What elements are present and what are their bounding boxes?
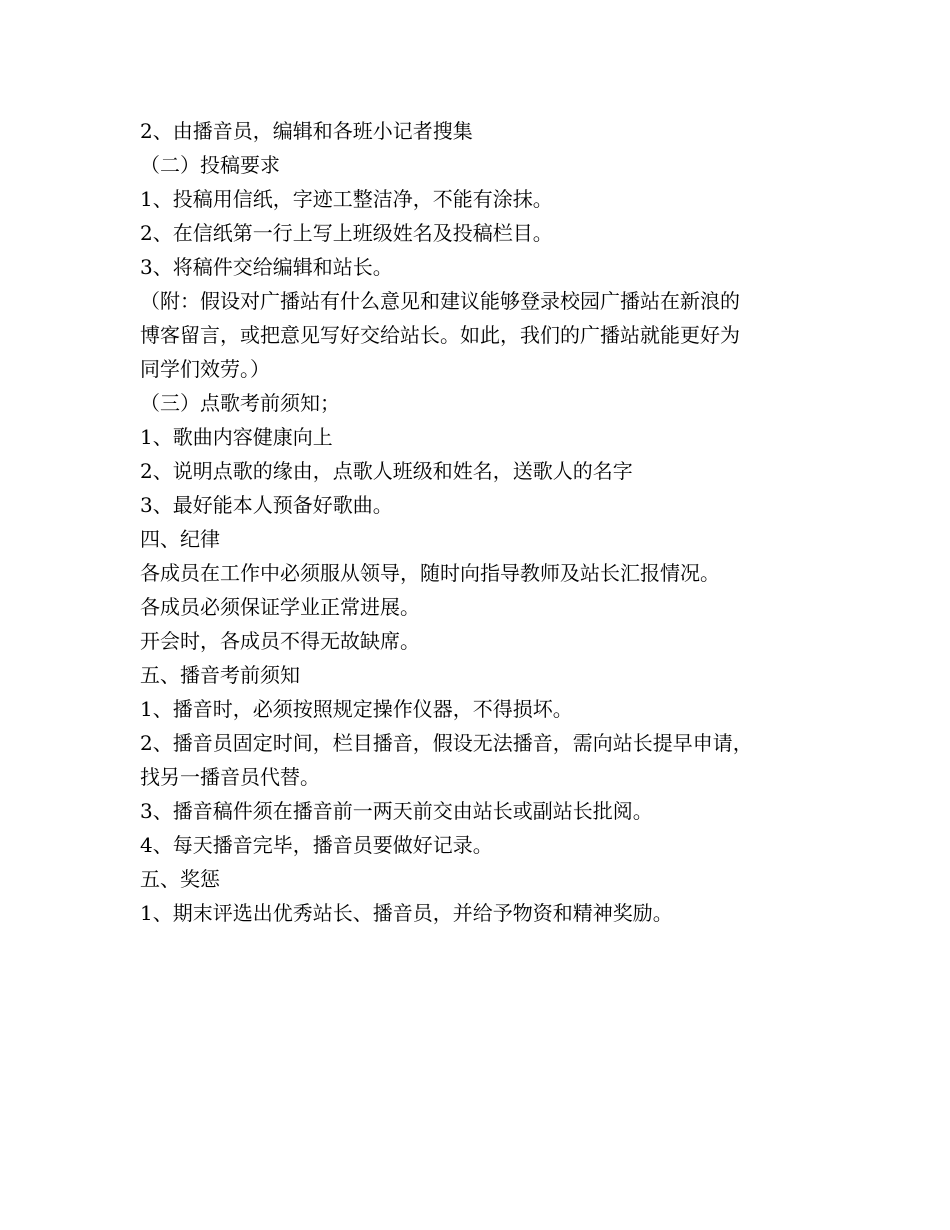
text-line-22: 4、每天播音完毕，播音员要做好记录。 xyxy=(140,833,493,857)
text-line-14: 各成员在工作中必须服从领导，随时向指导教师及站长汇报情况。 xyxy=(140,561,720,585)
text-line-12: 3、最好能本人预备好歌曲。 xyxy=(140,493,393,517)
text-line-5: 3、将稿件交给编辑和站长。 xyxy=(140,255,393,279)
section-heading-23: 五、奖惩 xyxy=(140,867,220,891)
text-line-21: 3、播音稿件须在播音前一两天前交由站长或副站长批阅。 xyxy=(140,799,653,823)
section-heading-2: （二）投稿要求 xyxy=(140,153,280,177)
note-line-8: 同学们效劳。） xyxy=(140,357,270,381)
text-line-1: 2、由播音员，编辑和各班小记者搜集 xyxy=(140,119,473,143)
text-line-24: 1、期末评选出优秀站长、播音员，并给予物资和精神奖励。 xyxy=(140,901,673,925)
text-line-16: 开会时，各成员不得无故缺席。 xyxy=(140,629,420,653)
section-heading-17: 五、播音考前须知 xyxy=(140,663,300,687)
text-line-20: 找另一播音员代替。 xyxy=(140,765,320,789)
text-line-3: 1、投稿用信纸，字迹工整洁净，不能有涂抹。 xyxy=(140,187,553,211)
text-line-10: 1、歌曲内容健康向上 xyxy=(140,425,333,449)
text-line-11: 2、说明点歌的缘由，点歌人班级和姓名，送歌人的名字 xyxy=(140,459,633,483)
section-heading-13: 四、纪律 xyxy=(140,527,220,551)
text-line-15: 各成员必须保证学业正常进展。 xyxy=(140,595,420,619)
text-line-18: 1、播音时，必须按照规定操作仪器，不得损坏。 xyxy=(140,697,573,721)
text-line-4: 2、在信纸第一行上写上班级姓名及投稿栏目。 xyxy=(140,221,553,245)
note-line-7: 博客留言，或把意见写好交给站长。如此，我们的广播站就能更好为 xyxy=(140,323,740,347)
document-body xyxy=(140,114,820,930)
text-line-19: 2、播音员固定时间，栏目播音，假设无法播音，需向站长提早申请， xyxy=(140,731,753,755)
section-heading-9: （三）点歌考前须知； xyxy=(140,391,340,415)
note-line-6: （附：假设对广播站有什么意见和建议能够登录校园广播站在新浪的 xyxy=(140,289,740,313)
